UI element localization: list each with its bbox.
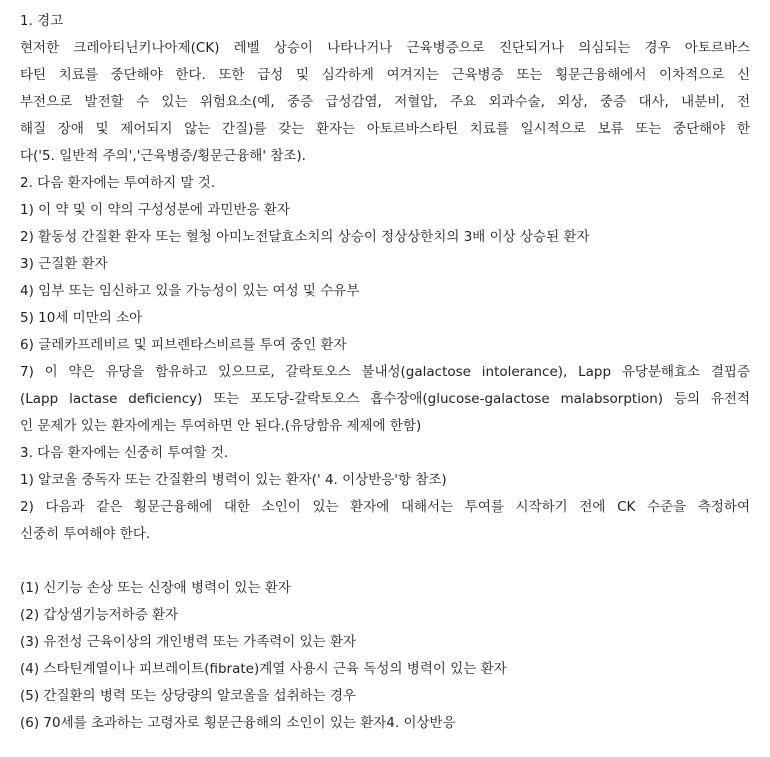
paragraph-line: 현저한 크레아티닌키나아제(CK) 레벨 상승이 나타나거나 근육병증으로 진단되거나 의심되는 경우 아토르바스 — [20, 40, 750, 56]
paragraph-line: 해질 장애 및 제어되지 않는 간질)를 갖는 환자는 아토르바스타틴 치료를 일시적으로 보류 또는 중단해야 한 — [20, 121, 750, 137]
list-item-continued: 인 문제가 있는 환자에게는 투여하면 안 된다.(유당함유 제제에 한함) — [20, 418, 422, 434]
list-item: 7) 이 약은 유당을 함유하고 있으므로, 갈락토오스 불내성(galactose intolerance), Lapp 유당분해효소 결핍증 — [20, 364, 750, 380]
sub-list-item: (6) 70세를 초과하는 고령자로 횡문근융해의 소인이 있는 환자4. 이상반응 — [20, 715, 456, 731]
list-item-continued: 신중히 투여해야 한다. — [20, 526, 151, 542]
list-item: 6) 글레카프레비르 및 피브렌타스비르를 투여 중인 환자 — [20, 337, 347, 353]
section-heading-caution: 3. 다음 환자에는 신중히 투여할 것. — [20, 445, 229, 461]
paragraph-line: 타틴 치료를 중단해야 한다. 또한 급성 및 심각하게 여겨지는 근육병증 또는 횡문근융해에서 이차적으로 신 — [20, 67, 750, 83]
list-item: 2) 다음과 같은 횡문근융해에 대한 소인이 있는 환자에 대해서는 투여를 시작하기 전에 CK 수준을 측정하여 — [20, 499, 750, 515]
paragraph-line: 다('5. 일반적 주의','근육병증/횡문근융해' 참조). — [20, 148, 306, 164]
list-item-continued: (Lapp lactase deficiency) 또는 포도당-갈락토오스 흡수장애(glucose-galactose malabsorption) 등의 유전적 — [20, 391, 750, 407]
paragraph-line: 부전으로 발전할 수 있는 위험요소(예, 중증 급성감염, 저혈압, 주요 외과수술, 외상, 중증 대사, 내분비, 전 — [20, 94, 750, 110]
list-item: 4) 임부 또는 임신하고 있을 가능성이 있는 여성 및 수유부 — [20, 283, 360, 299]
sub-list-item: (3) 유전성 근육이상의 개인병력 또는 가족력이 있는 환자 — [20, 634, 357, 650]
sub-list-item: (2) 갑상샘기능저하증 환자 — [20, 607, 179, 623]
list-item: 1) 이 약 및 이 약의 구성성분에 과민반응 환자 — [20, 202, 290, 218]
sub-list-item: (5) 간질환의 병력 또는 상당량의 알코올을 섭취하는 경우 — [20, 688, 357, 704]
list-item: 2) 활동성 간질환 환자 또는 혈청 아미노전달효소치의 상승이 정상상한치의 3배 이상 상승된 환자 — [20, 229, 590, 245]
section-heading-contraindications: 2. 다음 환자에는 투여하지 말 것. — [20, 175, 216, 191]
list-item: 3) 근질환 환자 — [20, 256, 108, 272]
sub-list-item: (4) 스타틴계열이나 피브레이트(fibrate)계열 사용시 근육 독성의 병력이 있는 환자 — [20, 661, 507, 677]
section-heading-warning: 1. 경고 — [20, 13, 64, 29]
list-item: 1) 알코올 중독자 또는 간질환의 병력이 있는 환자(' 4. 이상반응'항 참조) — [20, 472, 447, 488]
list-item: 5) 10세 미만의 소아 — [20, 310, 143, 326]
sub-list-item: (1) 신기능 손상 또는 신장애 병력이 있는 환자 — [20, 580, 291, 596]
